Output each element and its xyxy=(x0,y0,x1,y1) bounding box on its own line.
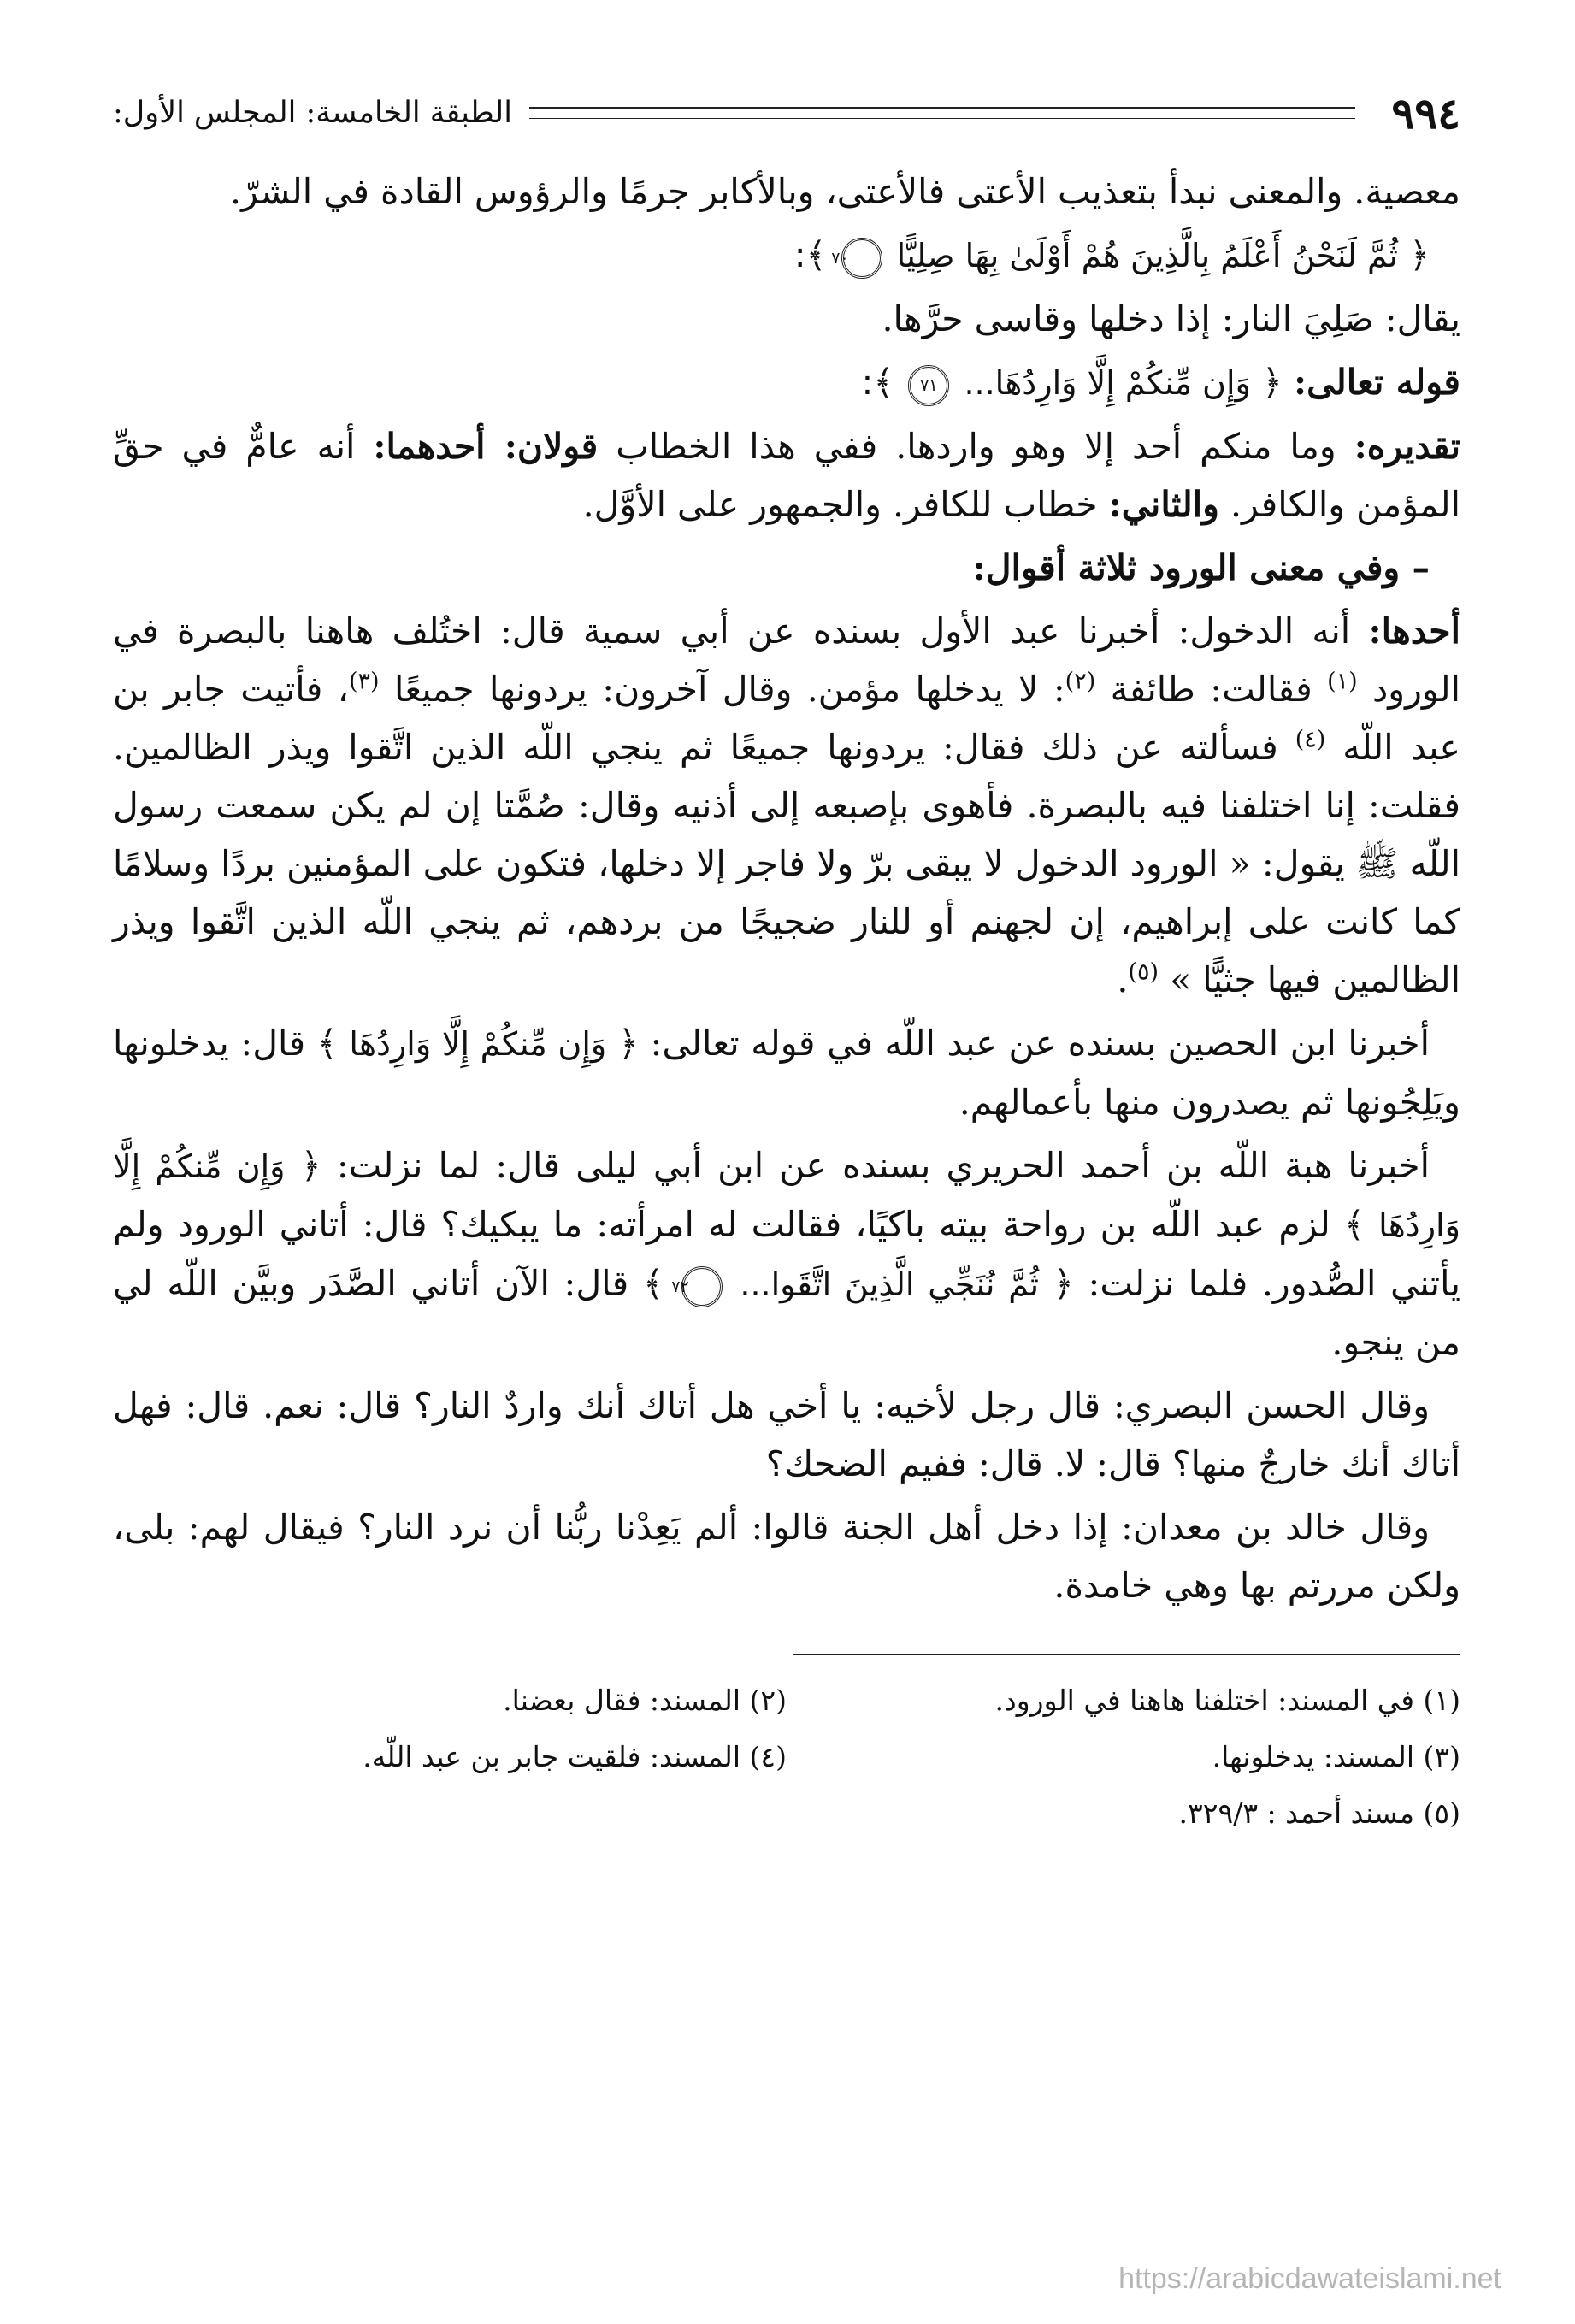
heading-text: – وفي معنى الورود ثلاثة أقوال: xyxy=(972,547,1430,588)
paragraph-4 xyxy=(113,353,1460,412)
paragraph-3 xyxy=(113,290,1460,348)
verse-bracket-open: ﴿ xyxy=(617,1023,639,1064)
footnotes xyxy=(113,1672,1460,1842)
footnote-row xyxy=(113,1729,1460,1785)
footnote-separator xyxy=(793,1654,1460,1655)
paragraph-text: وقال الحسن البصري: قال رجل لأخيه: يا أخي هل أتاك أنك واردٌ النار؟ قال: نعم. قال: فهل أتاك أنك خارجٌ منها؟ قال: لا. قال: ففيم الضحك؟ xyxy=(113,1385,1460,1484)
body-text xyxy=(113,162,1460,1614)
footnote-5: (٥) مسند أحمد : ٣٢٩/٣. xyxy=(1178,1796,1460,1830)
paragraph-text: لزم عبد اللّه بن رواحة بيته باكيًا، فقالت له امرأته: ما يبكيك؟ قال: أتاني الورود ولم يأتني الصُّدور. فلما نزلت: xyxy=(113,1204,1460,1304)
verse-bracket-open: ﴿ xyxy=(300,1145,321,1186)
paragraph-text: قال: الآن أتاني الصَّدَر وبيَّن اللّه لي من ينجو. xyxy=(113,1263,1460,1363)
bold-lead: أحدها: xyxy=(1368,610,1460,652)
section-heading xyxy=(113,539,1460,597)
paragraph-text: فسألته عن ذلك فقال: يردونها جميعًا ثم ينجي اللّه الذين اتَّقوا ويذر الظالمين. فقلت: إنا اختلفنا فيه بالبصرة. فأهوى بإصبعه إلى أذنيه وقال: صُمَّتا إن لم يكن سمعت رسول اللّه ﷺ يقول: « الورود الدخول لا يبقى برّ ولا فاجر إلا دخلها، فتكون على المؤمنين بردًا وسلامًا كما كانت على إبراهيم، إن لجهنم أو للنار ضجيجًا من بردهم، ثم ينجي اللّه الذين اتَّقوا ويذر الظالمين فيها جثيًّا » xyxy=(113,727,1460,1000)
bold-term: والثاني: xyxy=(1108,484,1219,525)
paragraph-10 xyxy=(113,1377,1460,1493)
watermark-url: https://arabicdawateislami.net xyxy=(1118,2262,1501,2295)
bold-term: قولان: أحدهما: xyxy=(373,426,599,467)
footnote-3: (٣) المسند: يدخلونها. xyxy=(1212,1740,1460,1773)
paragraph-2-verse xyxy=(113,226,1460,285)
verse-bracket-close: ﴾ xyxy=(642,1263,664,1304)
paragraph-text: أنه عامٌّ في حقِّ المؤمن والكافر. xyxy=(113,426,1460,525)
running-head: الطبقة الخامسة: المجلس الأول: xyxy=(113,96,512,130)
footnote-row xyxy=(113,1785,1460,1842)
paragraph-text: وما منكم أحد إلا وهو واردها. ففي هذا الخطاب xyxy=(616,426,1336,467)
paragraph-text: أخبرنا هبة اللّه بن أحمد الحريري بسنده عن ابن أبي ليلى قال: لما نزلت: xyxy=(336,1145,1430,1186)
paragraph-text: ، فأتيت جابر بن عبد اللّه xyxy=(113,669,1460,768)
verse-number-marker: ٧٠ xyxy=(841,238,882,279)
quran-verse: ثُمَّ نُنَجِّي الَّذِينَ اتَّقَوا... xyxy=(740,1265,1040,1303)
quran-verse: وَإِن مِّنكُمْ إِلَّا وَارِدُهَا... xyxy=(964,364,1251,402)
paragraph-5 xyxy=(113,417,1460,534)
page-number: ٩٩٤ xyxy=(1391,87,1460,139)
bold-lead: تقديره: xyxy=(1354,426,1460,467)
book-page xyxy=(113,82,1460,1842)
paragraph-text: وقال خالد بن معدان: إذا دخل أهل الجنة قالوا: ألم يَعِدْنا ربُّنا أن نرد النار؟ فيقال لهم: بلى، ولكن مررتم بها وهي خامدة. xyxy=(113,1507,1460,1606)
verse-bracket-close: ﴾: xyxy=(793,234,827,275)
paragraph-text: يقال: صَلِيَ النار: إذا دخلها وقاسى حرَّها. xyxy=(882,298,1460,339)
paragraph-11 xyxy=(113,1498,1460,1614)
footnote-2: (٢) المسند: فقال بعضنا. xyxy=(503,1684,787,1717)
paragraph-text: معصية. والمعنى نبدأ بتعذيب الأعتى فالأعتى، وبالأكابر جرمًا والرؤوس القادة في الشرّ. xyxy=(230,171,1460,212)
paragraph-text: خطاب للكافر. والجمهور على الأوَّل. xyxy=(582,484,1098,525)
verse-bracket-close: ﴾: xyxy=(861,362,894,403)
paragraph-text: . xyxy=(1117,959,1129,1000)
paragraph-9 xyxy=(113,1136,1460,1371)
footnote-1: (١) في المسند: اختلفنا هاهنا في الورود. xyxy=(994,1684,1460,1717)
verse-bracket-open: ﴿ xyxy=(1261,362,1283,403)
footnote-ref[interactable]: (٢) xyxy=(1065,668,1096,695)
footnote-ref[interactable]: (٤) xyxy=(1295,726,1326,753)
quran-verse: ثُمَّ لَنَحْنُ أَعْلَمُ بِالَّذِينَ هُمْ أَوْلَىٰ بِهَا صِلِيًّا xyxy=(896,237,1398,274)
verse-number-marker: ٧٢ xyxy=(681,1266,723,1307)
verse-bracket-open: ﴿ xyxy=(1053,1263,1074,1304)
verse-bracket-close: ﴾ xyxy=(316,1023,338,1064)
bold-lead: قوله تعالى: xyxy=(1293,362,1460,403)
header-rule xyxy=(529,107,1356,119)
quran-verse: وَإِن مِّنكُمْ إِلَّا وَارِدُهَا xyxy=(113,1147,1460,1244)
paragraph-text: أخبرنا ابن الحصين بسنده عن عبد اللّه في قوله تعالى: xyxy=(650,1023,1430,1064)
verse-number-marker: ٧١ xyxy=(908,365,949,406)
verse-bracket-close: ﴾ xyxy=(1344,1204,1366,1245)
paragraph-text: قال: يدخلونها ويَلِجُونها ثم يصدرون منها بأعمالهم. xyxy=(113,1023,1460,1123)
paragraph-text: أنه الدخول: أخبرنا عبد الأول بسنده عن أبي سمية قال: اختُلف هاهنا بالبصرة في الورود xyxy=(113,610,1460,710)
paragraph-8 xyxy=(113,1014,1460,1131)
page-header xyxy=(113,82,1460,144)
paragraph-1 xyxy=(113,162,1460,221)
verse-bracket-open: ﴿ xyxy=(1408,234,1430,275)
footnote-4: (٤) المسند: فلقيت جابر بن عبد اللّه. xyxy=(363,1740,787,1773)
paragraph-7 xyxy=(113,602,1460,1009)
quran-verse: وَإِن مِّنكُمْ إِلَّا وَارِدُهَا xyxy=(349,1025,607,1063)
paragraph-text: فقالت: طائفة xyxy=(1110,669,1312,710)
paragraph-text: : لا يدخلها مؤمن. وقال آخرون: يردونها جميعًا xyxy=(393,669,1065,710)
footnote-ref[interactable]: (٣) xyxy=(348,668,380,695)
footnote-row xyxy=(113,1672,1460,1729)
footnote-ref[interactable]: (٥) xyxy=(1128,959,1159,986)
footnote-ref[interactable]: (١) xyxy=(1327,668,1358,695)
